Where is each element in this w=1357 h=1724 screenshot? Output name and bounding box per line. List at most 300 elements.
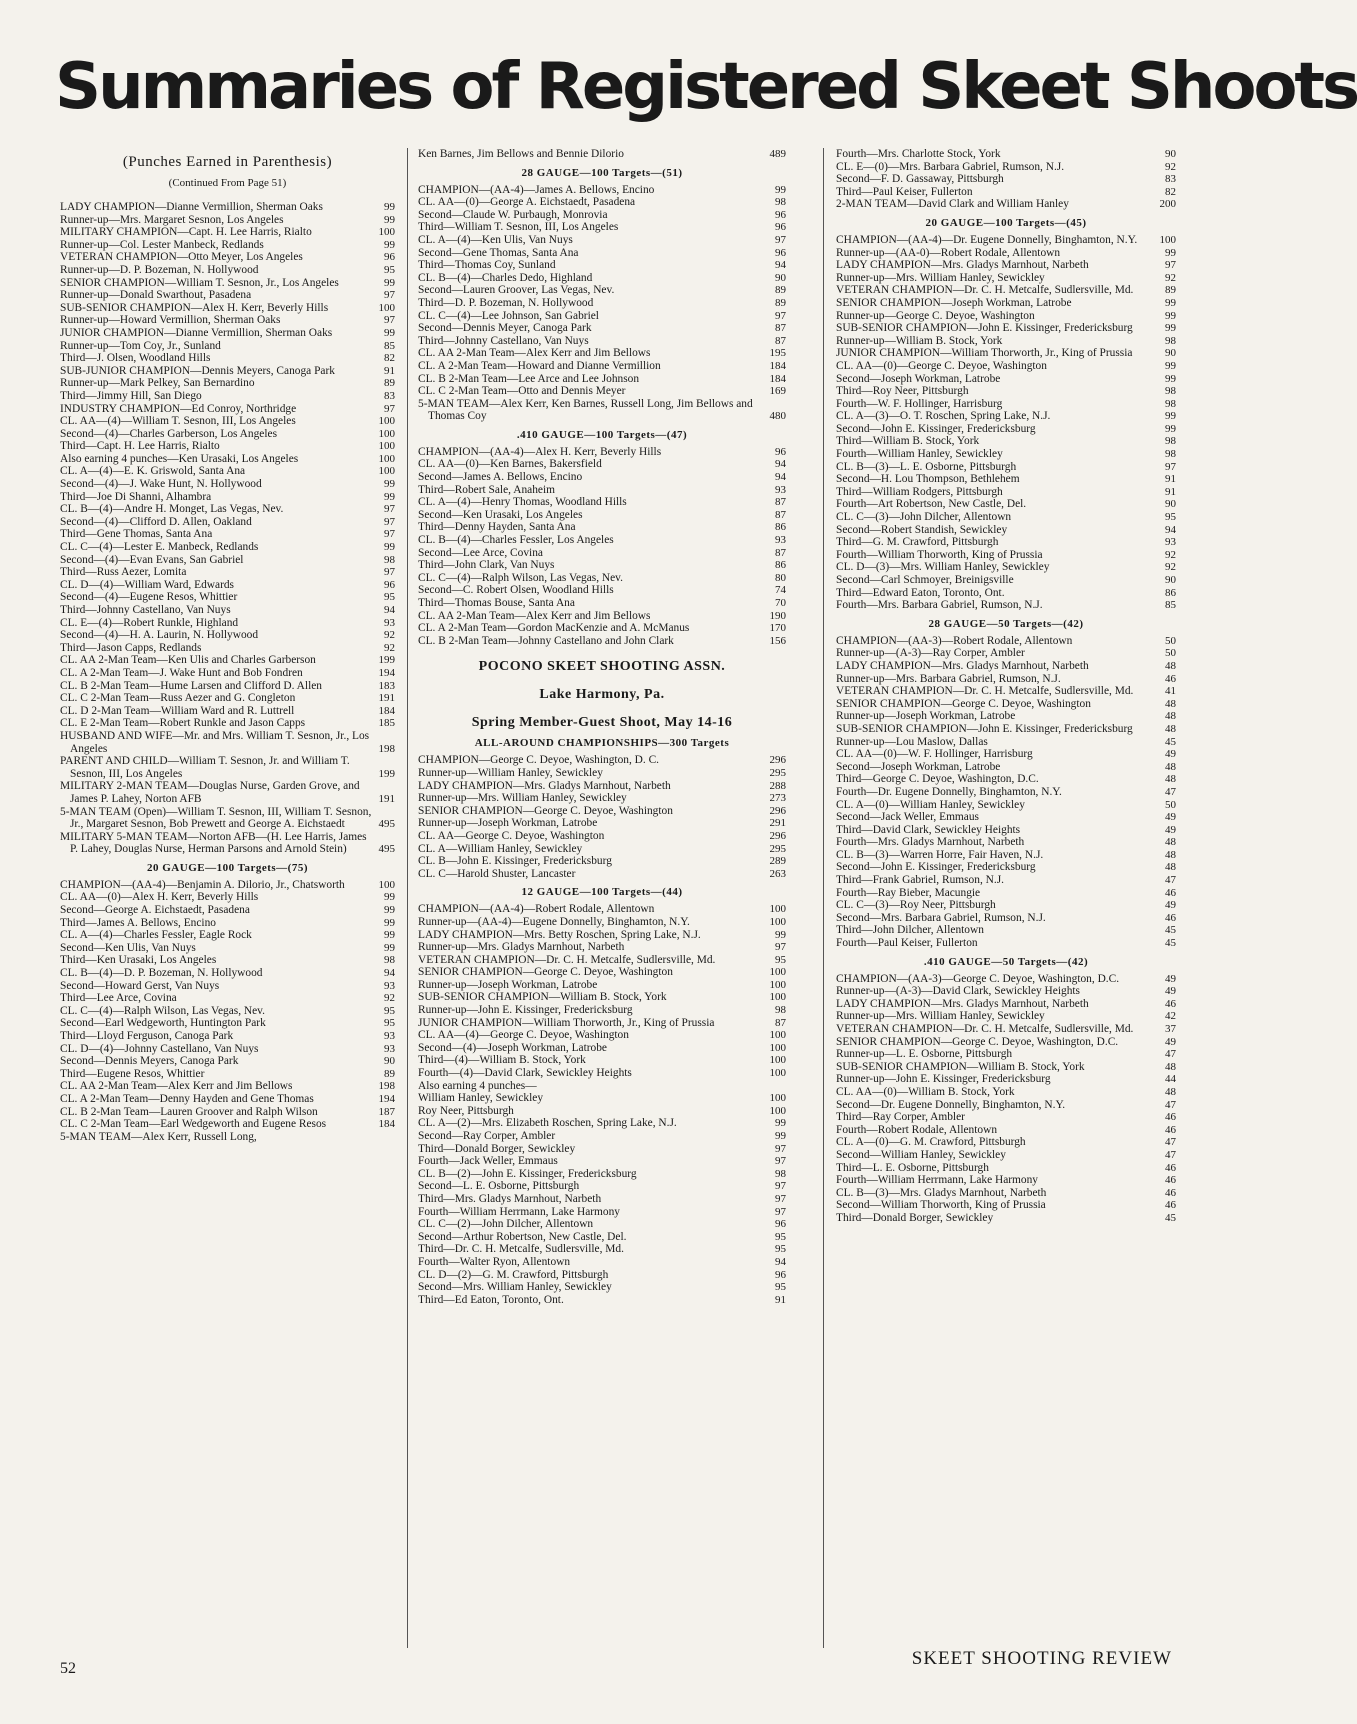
result-row bbox=[836, 698, 1176, 711]
result-row bbox=[418, 1231, 786, 1244]
result-score: 96 bbox=[384, 251, 395, 264]
result-score: 191 bbox=[378, 692, 395, 705]
result-row bbox=[60, 591, 395, 604]
result-text: Runner-up—John E. Kissinger, Fredericksburg bbox=[418, 1004, 633, 1017]
result-score: 47 bbox=[1165, 1148, 1176, 1161]
result-text: CL. C—(4)—Ralph Wilson, Las Vegas, Nev. bbox=[60, 1004, 265, 1017]
result-row bbox=[836, 536, 1176, 549]
result-score: 93 bbox=[1165, 536, 1176, 549]
result-text: Second—C. Robert Olsen, Woodland Hills bbox=[418, 584, 614, 597]
result-score: 97 bbox=[775, 309, 786, 322]
result-score: 296 bbox=[769, 804, 786, 817]
continued-note: (Continued From Page 51) bbox=[168, 177, 287, 189]
result-text: Second—(4)—H. A. Laurin, N. Hollywood bbox=[60, 629, 259, 642]
result-row bbox=[60, 1005, 395, 1018]
result-score: 98 bbox=[384, 553, 395, 566]
result-row bbox=[60, 327, 395, 340]
result-score: 82 bbox=[1165, 185, 1176, 198]
result-text: VETERAN CHAMPION—Dr. C. H. Metcalfe, Sudlersville, Md. bbox=[418, 953, 716, 966]
result-text: Runner-up—(AA-4)—Eugene Donnelly, Binghamton, N.Y. bbox=[418, 915, 690, 928]
result-text: Third—Roy Neer, Pittsburgh bbox=[836, 385, 969, 398]
result-row bbox=[60, 942, 395, 955]
result-row bbox=[60, 780, 395, 805]
result-row bbox=[836, 486, 1176, 499]
result-score: 95 bbox=[775, 953, 786, 966]
result-score: 86 bbox=[775, 521, 786, 534]
result-score: 185 bbox=[378, 717, 395, 730]
result-row bbox=[836, 1136, 1176, 1149]
result-row bbox=[836, 710, 1176, 723]
result-score: 46 bbox=[1165, 1186, 1176, 1199]
result-text: CL. B—(4)—D. P. Bozeman, N. Hollywood bbox=[60, 967, 263, 980]
result-row bbox=[836, 861, 1176, 874]
result-score: 47 bbox=[1165, 874, 1176, 887]
result-row bbox=[60, 554, 395, 567]
result-score: 80 bbox=[775, 571, 786, 584]
result-score: 100 bbox=[378, 226, 395, 239]
result-text: Second—George A. Eichstaedt, Pasadena bbox=[60, 904, 250, 917]
result-text: SUB-JUNIOR CHAMPION—Dennis Meyers, Canoga Park bbox=[60, 364, 335, 377]
result-row bbox=[60, 453, 395, 466]
result-score: 50 bbox=[1165, 647, 1176, 660]
result-score: 37 bbox=[1165, 1023, 1176, 1035]
result-text: LADY CHAMPION—Mrs. Gladys Marnhout, Narbeth bbox=[836, 997, 1089, 1010]
result-text: Second—(4)—Clifford D. Allen, Oakland bbox=[60, 515, 252, 528]
result-score: 87 bbox=[775, 508, 786, 521]
result-text: CL. A—(3)—O. T. Roschen, Spring Lake, N.J. bbox=[836, 410, 1051, 423]
result-row bbox=[836, 549, 1176, 562]
result-row bbox=[836, 811, 1176, 824]
result-row bbox=[836, 461, 1176, 474]
result-score: 296 bbox=[769, 829, 786, 842]
result-text: CHAMPION—George C. Deyoe, Washington, D. C. bbox=[418, 754, 660, 767]
result-text: Second—Mrs. William Hanley, Sewickley bbox=[418, 1281, 612, 1294]
result-score: 48 bbox=[1165, 760, 1176, 773]
result-score: 199 bbox=[378, 654, 395, 667]
result-score: 99 bbox=[1165, 296, 1176, 309]
result-text: Second—Carl Schmoyer, Breinigsville bbox=[836, 574, 1014, 586]
result-score: 48 bbox=[1165, 773, 1176, 786]
result-text: Runner-up—Donald Swarthout, Pasadena bbox=[60, 289, 252, 302]
result-row bbox=[418, 559, 786, 572]
result-score: 47 bbox=[1165, 1048, 1176, 1061]
result-row bbox=[60, 604, 395, 617]
result-text: Third—Ed Eaton, Toronto, Ont. bbox=[418, 1293, 564, 1306]
result-row bbox=[60, 879, 395, 892]
result-score: 50 bbox=[1165, 634, 1176, 647]
result-row bbox=[418, 780, 786, 793]
result-text: CL. AA—(0)—Ken Barnes, Bakersfield bbox=[418, 458, 602, 471]
result-score: 93 bbox=[384, 979, 395, 992]
result-text: Second—Lee Arce, Covina bbox=[418, 546, 543, 559]
result-text: Third—Russ Aezer, Lomita bbox=[60, 566, 187, 579]
result-score: 46 bbox=[1165, 672, 1176, 685]
result-score: 97 bbox=[384, 314, 395, 327]
result-row bbox=[60, 1017, 395, 1030]
result-text: Second—(4)—J. Wake Hunt, N. Hollywood bbox=[60, 478, 262, 491]
result-row bbox=[60, 1131, 395, 1144]
result-score: 74 bbox=[775, 584, 786, 597]
result-row bbox=[836, 284, 1176, 297]
result-text: CHAMPION—(AA-4)—Dr. Eugene Donnelly, Binghamton, N.Y. bbox=[836, 233, 1138, 246]
result-text: SUB-SENIOR CHAMPION—John E. Kissinger, Fredericksburg bbox=[836, 722, 1133, 735]
result-score: 91 bbox=[384, 364, 395, 377]
result-score: 199 bbox=[378, 767, 395, 780]
result-text: Second—Robert Standish, Sewickley bbox=[836, 523, 1008, 536]
result-score: 94 bbox=[775, 259, 786, 272]
result-score: 49 bbox=[1165, 899, 1176, 912]
result-text: CL. AA 2-Man Team—Alex Kerr and Jim Bellows bbox=[418, 609, 651, 622]
result-text: Second—(4)—Charles Garberson, Los Angeles bbox=[60, 427, 278, 440]
result-text: Runner-up—(A-3)—David Clark, Sewickley Heights bbox=[836, 985, 1080, 998]
result-row bbox=[836, 937, 1176, 950]
result-row bbox=[836, 1099, 1176, 1112]
result-text: Second—Jack Weller, Emmaus bbox=[836, 811, 979, 824]
result-score: 91 bbox=[1165, 473, 1176, 486]
result-text: Fourth—Ray Bieber, Macungie bbox=[836, 886, 981, 899]
result-text: Runner-up—Joseph Workman, Latrobe bbox=[418, 978, 598, 991]
result-row bbox=[418, 754, 786, 767]
result-score: 100 bbox=[769, 915, 786, 928]
result-row bbox=[60, 629, 395, 642]
result-text: SENIOR CHAMPION—George C. Deyoe, Washington, D.C. bbox=[836, 1035, 1119, 1048]
result-score: 98 bbox=[1165, 385, 1176, 398]
result-score: 99 bbox=[775, 928, 786, 941]
result-text: CHAMPION—(AA-3)—George C. Deyoe, Washington, D.C. bbox=[836, 972, 1120, 985]
result-text: Third—Donald Borger, Sewickley bbox=[418, 1142, 576, 1155]
result-row bbox=[60, 478, 395, 491]
result-score: 87 bbox=[775, 546, 786, 559]
result-row bbox=[418, 284, 786, 297]
result-text: Runner-up—Mrs. Barbara Gabriel, Rumson, N.J. bbox=[836, 672, 1061, 685]
result-row bbox=[836, 448, 1176, 461]
result-text: CL. A—(4)—Henry Thomas, Woodland Hills bbox=[418, 496, 627, 509]
result-row bbox=[418, 1281, 786, 1294]
result-row bbox=[418, 521, 786, 534]
result-row bbox=[418, 446, 786, 459]
result-score: 46 bbox=[1165, 1111, 1176, 1124]
section-heading: ALL-AROUND CHAMPIONSHIPS—300 Targets bbox=[474, 737, 730, 750]
result-score: 170 bbox=[769, 622, 786, 635]
result-score: 198 bbox=[378, 1080, 395, 1093]
result-row bbox=[836, 385, 1176, 398]
result-text: Third—John Dilcher, Allentown bbox=[836, 924, 984, 937]
section-heading: 20 GAUGE—100 Targets—(45) bbox=[925, 216, 1087, 229]
result-row bbox=[418, 335, 786, 348]
result-text: CL. E—(4)—Robert Runkle, Highland bbox=[60, 616, 239, 629]
result-text: SUB-SENIOR CHAMPION—Alex H. Kerr, Beverly Hills bbox=[60, 301, 329, 314]
result-score: 92 bbox=[384, 992, 395, 1005]
result-row bbox=[836, 660, 1176, 673]
result-text: Second—Joseph Workman, Latrobe bbox=[836, 760, 1001, 773]
result-row bbox=[836, 410, 1176, 423]
result-text: VETERAN CHAMPION—Dr. C. H. Metcalfe, Sudlersville, Md. bbox=[836, 284, 1134, 297]
result-row bbox=[418, 297, 786, 310]
result-row bbox=[836, 1086, 1176, 1099]
result-row bbox=[836, 673, 1176, 686]
result-text: Third—G. M. Crawford, Pittsburgh bbox=[836, 536, 999, 549]
result-text: Roy Neer, Pittsburgh bbox=[418, 1104, 514, 1117]
result-score: 94 bbox=[1165, 523, 1176, 536]
result-score: 87 bbox=[775, 1016, 786, 1029]
result-text: SUB-SENIOR CHAMPION—John E. Kissinger, Fredericksburg bbox=[836, 322, 1133, 335]
result-score: 97 bbox=[775, 941, 786, 954]
result-row bbox=[418, 534, 786, 547]
result-text: Also earning 4 punches—Ken Urasaki, Los Angeles bbox=[60, 452, 299, 465]
result-text: Fourth—Robert Rodale, Allentown bbox=[836, 1123, 998, 1136]
section-heading: Lake Harmony, Pa. bbox=[539, 687, 665, 703]
result-row bbox=[418, 1168, 786, 1181]
result-score: 89 bbox=[1165, 284, 1176, 297]
result-text: Second—Lauren Groover, Las Vegas, Nev. bbox=[418, 284, 615, 297]
result-row bbox=[836, 259, 1176, 272]
result-row bbox=[60, 352, 395, 365]
result-text: Third—Dr. C. H. Metcalfe, Sudlersville, Md. bbox=[418, 1243, 624, 1256]
result-score: 93 bbox=[384, 1042, 395, 1055]
result-score: 100 bbox=[769, 1041, 786, 1054]
result-text: CL. AA—(0)—Alex H. Kerr, Beverly Hills bbox=[60, 891, 259, 904]
result-text: CL. D—(4)—William Ward, Edwards bbox=[60, 578, 234, 591]
result-score: 273 bbox=[769, 792, 786, 805]
result-score: 97 bbox=[1165, 259, 1176, 272]
result-row bbox=[836, 435, 1176, 448]
result-text: CL. E 2-Man Team—Robert Runkle and Jason Capps bbox=[60, 717, 306, 730]
result-score: 100 bbox=[378, 415, 395, 428]
result-score: 100 bbox=[378, 440, 395, 453]
result-row bbox=[60, 917, 395, 930]
result-row bbox=[418, 322, 786, 335]
result-text: Second—(4)—Joseph Workman, Latrobe bbox=[418, 1041, 607, 1054]
result-row bbox=[836, 985, 1176, 998]
result-text: Second—L. E. Osborne, Pittsburgh bbox=[418, 1180, 580, 1193]
result-text: CL. AA—(0)—William B. Stock, York bbox=[836, 1085, 1015, 1098]
result-row bbox=[418, 817, 786, 830]
result-text: SENIOR CHAMPION—William T. Sesnon, Jr., Los Angeles bbox=[60, 276, 339, 289]
result-text: Fourth—Jack Weller, Emmaus bbox=[418, 1155, 558, 1168]
result-text: Second—Ken Urasaki, Los Angeles bbox=[418, 508, 583, 521]
result-text: CL. C—(4)—Ralph Wilson, Las Vegas, Nev. bbox=[418, 571, 623, 584]
result-score: 99 bbox=[775, 183, 786, 196]
result-text: CL. A—(0)—G. M. Crawford, Pittsburgh bbox=[836, 1136, 1026, 1149]
result-text: MILITARY CHAMPION—Capt. H. Lee Harris, Rialto bbox=[60, 226, 312, 239]
result-text: CL. B 2-Man Team—Lee Arce and Lee Johnson bbox=[418, 372, 640, 385]
result-score: 93 bbox=[775, 483, 786, 496]
result-score: 100 bbox=[378, 465, 395, 478]
result-row bbox=[836, 398, 1176, 411]
result-score: 42 bbox=[1165, 1010, 1176, 1023]
result-score: 99 bbox=[1165, 422, 1176, 435]
result-score: 187 bbox=[378, 1105, 395, 1118]
result-score: 96 bbox=[775, 221, 786, 234]
result-text: CHAMPION—(AA-4)—Alex H. Kerr, Beverly Hills bbox=[418, 445, 662, 458]
result-score: 100 bbox=[378, 427, 395, 440]
result-score: 89 bbox=[384, 1067, 395, 1080]
result-text: Third—George C. Deyoe, Washington, D.C. bbox=[836, 773, 1039, 786]
result-score: 94 bbox=[775, 471, 786, 484]
result-score: 49 bbox=[1165, 823, 1176, 836]
result-row bbox=[60, 954, 395, 967]
result-text: VETERAN CHAMPION—Dr. C. H. Metcalfe, Sudlersville, Md. bbox=[836, 685, 1134, 698]
result-score: 90 bbox=[1165, 347, 1176, 360]
result-text: Third—Ken Urasaki, Los Angeles bbox=[60, 954, 217, 967]
result-text: CL. AA 2-Man Team—Alex Kerr and Jim Bellows bbox=[60, 1080, 293, 1093]
result-row bbox=[836, 1187, 1176, 1200]
result-text: JUNIOR CHAMPION—William Thorworth, Jr., King of Prussia bbox=[418, 1016, 715, 1029]
result-score: 82 bbox=[384, 352, 395, 365]
result-row bbox=[418, 584, 786, 597]
result-text: Runner-up—Col. Lester Manbeck, Redlands bbox=[60, 238, 264, 251]
result-row bbox=[60, 730, 395, 755]
result-row bbox=[418, 484, 786, 497]
section-heading: 20 GAUGE—100 Targets—(75) bbox=[147, 861, 308, 874]
result-score: 86 bbox=[775, 559, 786, 572]
result-row bbox=[60, 415, 395, 428]
result-score: 92 bbox=[1165, 271, 1176, 284]
result-row bbox=[60, 465, 395, 478]
result-text: Third—Robert Sale, Anaheim bbox=[418, 483, 555, 496]
result-row bbox=[60, 755, 395, 780]
result-row bbox=[418, 979, 786, 992]
result-text: Third—David Clark, Sewickley Heights bbox=[836, 823, 1021, 836]
result-score: 96 bbox=[384, 578, 395, 591]
result-row bbox=[836, 899, 1176, 912]
result-text: CL. AA—George C. Deyoe, Washington bbox=[418, 829, 605, 842]
result-row bbox=[836, 198, 1176, 211]
result-score: 46 bbox=[1165, 1161, 1176, 1174]
result-text: CL. B—(4)—Charles Fessler, Los Angeles bbox=[418, 534, 614, 547]
result-row bbox=[418, 1130, 786, 1143]
result-text: Second—(4)—Evan Evans, San Gabriel bbox=[60, 553, 244, 566]
result-row bbox=[418, 360, 786, 373]
result-row bbox=[836, 761, 1176, 774]
result-text: VETERAN CHAMPION—Otto Meyer, Los Angeles bbox=[60, 251, 303, 264]
result-text: Runner-up—Joseph Workman, Latrobe bbox=[836, 710, 1016, 723]
result-row bbox=[418, 635, 786, 648]
result-text: Third—Thomas Coy, Sunland bbox=[418, 259, 556, 272]
result-text: Runner-up—Joseph Workman, Latrobe bbox=[418, 817, 598, 830]
result-text: Fourth—William Herrmann, Lake Harmony bbox=[418, 1205, 620, 1218]
result-row bbox=[418, 259, 786, 272]
result-score: 48 bbox=[1165, 659, 1176, 672]
result-score: 45 bbox=[1165, 937, 1176, 950]
result-row bbox=[60, 617, 395, 630]
result-row bbox=[60, 302, 395, 315]
result-row bbox=[60, 390, 395, 403]
result-score: 99 bbox=[384, 326, 395, 339]
column-1 bbox=[60, 148, 395, 1143]
result-text: Fourth—William Hanley, Sewickley bbox=[836, 448, 1003, 461]
section-heading: 28 GAUGE—50 Targets—(42) bbox=[928, 617, 1084, 630]
result-score: 100 bbox=[378, 878, 395, 891]
result-text: Second—Gene Thomas, Santa Ana bbox=[418, 246, 579, 259]
result-row bbox=[60, 1118, 395, 1131]
result-text: SENIOR CHAMPION—Joseph Workman, Latrobe bbox=[836, 296, 1072, 309]
result-row bbox=[836, 335, 1176, 348]
result-text: Third—Jimmy Hill, San Diego bbox=[60, 389, 202, 402]
page-title: Summaries of Registered Skeet Shoots bbox=[55, 50, 1357, 124]
result-text: Third—Donald Borger, Sewickley bbox=[836, 1211, 994, 1224]
result-score: 99 bbox=[384, 541, 395, 554]
result-text: Runner-up—D. P. Bozeman, N. Hollywood bbox=[60, 263, 259, 276]
result-text: CL. AA—(4)—William T. Sesnon, III, Los Angeles bbox=[60, 415, 296, 428]
result-text: CL. B—(3)—Mrs. Gladys Marnhout, Narbeth bbox=[836, 1186, 1047, 1199]
result-row bbox=[60, 967, 395, 980]
result-score: 95 bbox=[384, 1004, 395, 1017]
result-row bbox=[60, 503, 395, 516]
result-row bbox=[836, 1149, 1176, 1162]
result-row bbox=[60, 1030, 395, 1043]
result-text: Second—F. D. Gassaway, Pittsburgh bbox=[836, 173, 1004, 186]
result-row bbox=[836, 874, 1176, 887]
result-text: Third—James A. Bellows, Encino bbox=[60, 916, 216, 929]
result-row bbox=[60, 277, 395, 290]
result-score: 96 bbox=[775, 208, 786, 221]
result-row bbox=[418, 547, 786, 560]
result-score: 49 bbox=[1165, 985, 1176, 998]
result-text: LADY CHAMPION—Mrs. Gladys Marnhout, Narbeth bbox=[836, 259, 1089, 272]
result-text: CL. AA—(0)—George A. Eichstaedt, Pasadena bbox=[418, 196, 636, 209]
result-score: 44 bbox=[1165, 1073, 1176, 1086]
result-score: 99 bbox=[384, 201, 395, 213]
column-rule bbox=[823, 148, 824, 1648]
result-text: Fourth—W. F. Hollinger, Harrisburg bbox=[836, 397, 1003, 410]
result-score: 97 bbox=[384, 503, 395, 516]
result-score: 48 bbox=[1165, 836, 1176, 849]
result-row bbox=[418, 597, 786, 610]
result-score: 83 bbox=[1165, 173, 1176, 186]
result-text: CL. D—(4)—Johnny Castellano, Van Nuys bbox=[60, 1042, 259, 1055]
result-text: Ken Barnes, Jim Bellows and Bennie Dilorio bbox=[418, 148, 624, 160]
result-row bbox=[418, 1029, 786, 1042]
result-row bbox=[418, 1017, 786, 1030]
result-score: 92 bbox=[1165, 561, 1176, 574]
result-text: CHAMPION—(AA-4)—James A. Bellows, Encino bbox=[418, 183, 655, 196]
result-score: 96 bbox=[775, 445, 786, 458]
result-text: CL. A—(4)—Ken Ulis, Van Nuys bbox=[418, 233, 573, 246]
result-text: Second—H. Lou Thompson, Bethlehem bbox=[836, 473, 1020, 486]
result-text: LADY CHAMPION—Dianne Vermillion, Sherman Oaks bbox=[60, 201, 323, 213]
result-score: 95 bbox=[775, 1281, 786, 1294]
result-row bbox=[418, 1092, 786, 1105]
result-text: William Hanley, Sewickley bbox=[418, 1092, 544, 1105]
result-text: LADY CHAMPION—Mrs. Gladys Marnhout, Narbeth bbox=[836, 659, 1089, 672]
result-row bbox=[418, 1193, 786, 1206]
result-score: 89 bbox=[775, 284, 786, 297]
result-score: 96 bbox=[775, 246, 786, 259]
result-text: CL. AA—(4)—George C. Deyoe, Washington bbox=[418, 1029, 629, 1042]
result-text: Third—William T. Sesnon, III, Los Angeles bbox=[418, 221, 619, 234]
result-text: Fourth—Mrs. Barbara Gabriel, Rumson, N.J. bbox=[836, 599, 1043, 612]
result-text: Third—Denny Hayden, Santa Ana bbox=[418, 521, 576, 534]
result-score: 99 bbox=[1165, 246, 1176, 259]
result-row bbox=[418, 1054, 786, 1067]
result-text: CL. C—(2)—John Dilcher, Allentown bbox=[418, 1218, 594, 1231]
result-score: 85 bbox=[384, 339, 395, 352]
result-text: Second—William Hanley, Sewickley bbox=[836, 1148, 1006, 1161]
result-score: 96 bbox=[775, 1268, 786, 1281]
result-row bbox=[836, 1073, 1176, 1086]
result-text: Third—Johnny Castellano, Van Nuys bbox=[418, 334, 589, 347]
result-score: 100 bbox=[769, 978, 786, 991]
result-text: CL. AA—(0)—W. F. Hollinger, Harrisburg bbox=[836, 748, 1033, 761]
result-row bbox=[60, 1106, 395, 1119]
result-score: 46 bbox=[1165, 1174, 1176, 1187]
result-text: Third—John Clark, Van Nuys bbox=[418, 559, 555, 572]
result-row bbox=[60, 440, 395, 453]
result-score: 90 bbox=[1165, 574, 1176, 586]
result-text: SENIOR CHAMPION—George C. Deyoe, Washington bbox=[418, 804, 673, 817]
result-text: CL. C—(4)—Lee Johnson, San Gabriel bbox=[418, 309, 599, 322]
